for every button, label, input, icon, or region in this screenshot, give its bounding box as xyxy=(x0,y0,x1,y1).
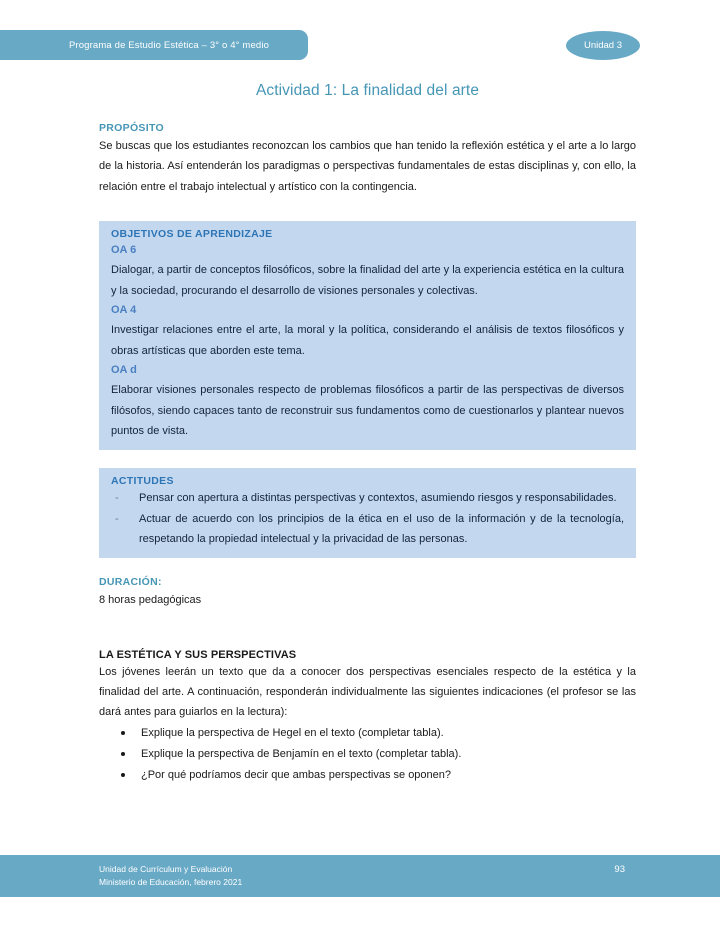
objetivo-text: Dialogar, a partir de conceptos filosóficos, sobre la finalidad del arte y la experiencia estética en la cultura y la sociedad, procurando el desarrollo de visiones personales y colectivas. xyxy=(111,264,625,297)
estetica-heading: LA ESTÉTICA Y SUS PERSPECTIVAS xyxy=(99,648,297,661)
bullet-dot-icon xyxy=(121,773,125,777)
objetivo-item xyxy=(111,361,624,441)
estetica-intro: Los jóvenes leerán un texto que da a conocer dos perspectivas esenciales respecto de la estética y la finalidad del arte. A continuación, responderán individualmente las siguientes indicaciones (el profesor se las dará antes para guiarlos en la lectura): xyxy=(99,665,636,719)
objetivos-box xyxy=(99,221,636,450)
objetivo-code: OA 6 xyxy=(111,244,137,257)
proposito-label: PROPÓSITO xyxy=(99,122,164,134)
footer-line-2: Ministerio de Educación, febrero 2021 xyxy=(99,876,243,887)
objetivo-code: OA 4 xyxy=(111,303,137,316)
page-footer xyxy=(0,853,720,897)
objetivos-title: OBJETIVOS DE APRENDIZAJE xyxy=(111,228,273,241)
spacer xyxy=(99,558,636,576)
actitudes-box xyxy=(99,468,636,558)
list-item xyxy=(99,723,636,744)
actitudes-list xyxy=(111,488,624,549)
objetivo-text: Elaborar visiones personales respecto de problemas filosóficos a partir de las perspectivas de diversos filósofos, siendo capaces tanto de reconstruir sus fundamentos como de cuestionarlos y plantear nuevos puntos de vista. xyxy=(111,384,624,437)
unit-badge-label: Unidad 3 xyxy=(583,40,623,51)
bullet-text: ¿Por qué podríamos decir que ambas perspectivas se oponen? xyxy=(141,769,452,782)
page-header xyxy=(0,0,720,68)
activity-title: Actividad 1: La finalidad del arte xyxy=(255,82,480,99)
list-item xyxy=(111,509,624,550)
list-item xyxy=(99,744,636,765)
unit-badge xyxy=(566,31,640,60)
dash-marker-icon: - xyxy=(115,492,119,505)
objetivo-item xyxy=(111,241,624,301)
actitud-text: Pensar con apertura a distintas perspectivas y contextos, asumiendo riesgos y responsabilidades. xyxy=(139,492,617,505)
proposito-section xyxy=(99,122,636,197)
duracion-section xyxy=(99,576,636,610)
header-program-tab-label: Programa de Estudio Estética – 3° o 4° medio xyxy=(68,39,270,51)
dash-marker-icon: - xyxy=(115,512,119,525)
objetivo-code: OA d xyxy=(111,363,137,376)
bullet-text: Explique la perspectiva de Benjamín en el texto (completar tabla). xyxy=(141,748,462,761)
bullet-dot-icon xyxy=(121,752,125,756)
footer-credits xyxy=(99,863,242,889)
spacer xyxy=(99,450,636,468)
actitudes-title: ACTITUDES xyxy=(111,475,174,488)
bullet-dot-icon xyxy=(121,731,125,735)
page-number: 93 xyxy=(614,864,625,875)
objetivo-item xyxy=(111,301,624,361)
list-item xyxy=(111,488,624,508)
duracion-label: DURACIÓN: xyxy=(99,576,162,589)
footer-line-1: Unidad de Currículum y Evaluación xyxy=(99,864,233,874)
proposito-text: Se buscas que los estudiantes reconozcan los cambios que han tenido la reflexión estética y el arte a lo largo de la historia. Así entenderán los paradigmas o perspectivas fundamentales de estas disciplinas y, con ello, la relación entre el trabajo intelectual y artístico con la contingencia. xyxy=(99,140,636,193)
estetica-section xyxy=(99,649,636,787)
objetivo-text: Investigar relaciones entre el arte, la moral y la política, considerando el análisis de textos filosóficos y obras artísticas que aborden este tema. xyxy=(111,324,624,357)
actitud-text: Actuar de acuerdo con los principios de la ética en el uso de la información y de la tecnología, respetando la propiedad intelectual y la privacidad de las personas. xyxy=(139,512,624,545)
list-item xyxy=(99,765,636,786)
spacer xyxy=(99,197,636,221)
bullet-text: Explique la perspectiva de Hegel en el texto (completar tabla). xyxy=(141,726,444,739)
duracion-value: 8 horas pedagógicas xyxy=(99,594,202,607)
spacer xyxy=(99,611,636,649)
page-content xyxy=(99,82,636,787)
estetica-bullet-list xyxy=(99,723,636,787)
header-program-tab xyxy=(0,30,308,60)
